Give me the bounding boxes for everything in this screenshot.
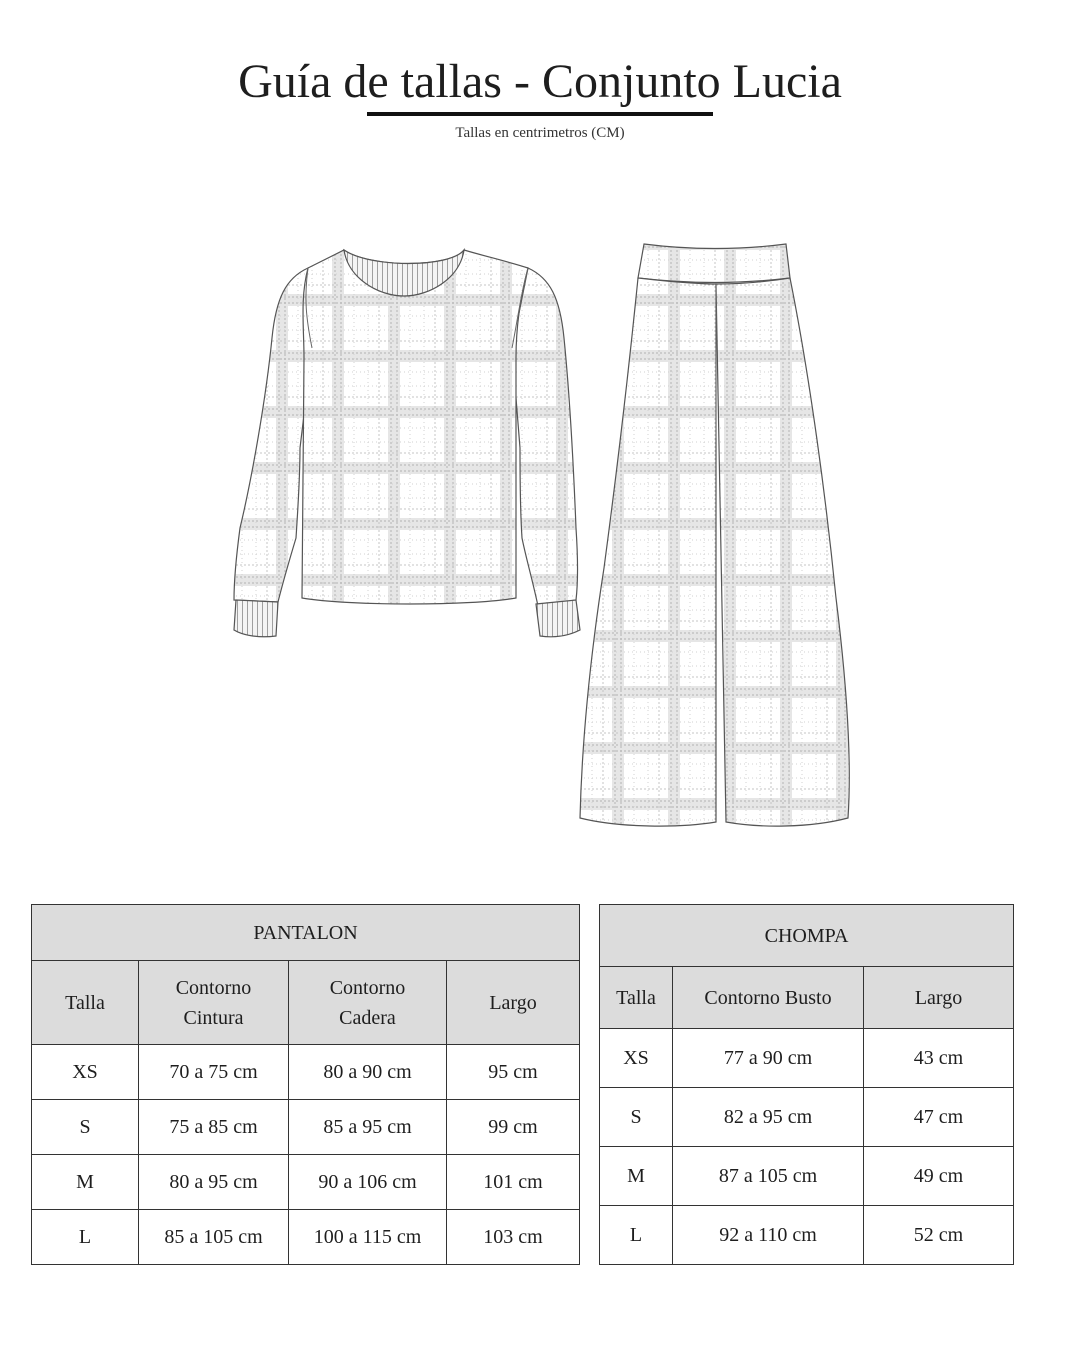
- pantalon-header-contorno-cadera: Contorno Cadera: [289, 961, 447, 1045]
- chompa-cell: 92 a 110 cm: [673, 1206, 864, 1265]
- pants-right-leg: [716, 278, 849, 826]
- title-underline: [367, 112, 713, 116]
- chompa-cell: 82 a 95 cm: [673, 1088, 864, 1147]
- pantalon-header-largo: Largo: [447, 961, 580, 1045]
- chompa-header-largo: Largo: [864, 967, 1014, 1029]
- chompa-cell: 49 cm: [864, 1147, 1014, 1206]
- chompa-cell: 87 a 105 cm: [673, 1147, 864, 1206]
- pantalon-cell: 85 a 95 cm: [289, 1100, 447, 1155]
- pants-waistband: [638, 244, 790, 283]
- sweater-body: [302, 250, 528, 604]
- chompa-cell: S: [600, 1088, 673, 1147]
- chompa-cell: 52 cm: [864, 1206, 1014, 1265]
- pantalon-cell: 95 cm: [447, 1045, 580, 1100]
- pantalon-cell: 90 a 106 cm: [289, 1155, 447, 1210]
- pantalon-cell: 99 cm: [447, 1100, 580, 1155]
- pantalon-size-table: [31, 904, 580, 1265]
- pantalon-cell: 101 cm: [447, 1155, 580, 1210]
- sweater-right-cuff: [536, 600, 580, 637]
- pantalon-header-talla: Talla: [32, 961, 139, 1045]
- sweater-right-sleeve: [512, 268, 578, 606]
- pantalon-table-title: PANTALON: [32, 905, 580, 961]
- sweater-illustration: [234, 250, 580, 637]
- chompa-size-table: [599, 904, 1014, 1265]
- pantalon-cell: 85 a 105 cm: [139, 1210, 289, 1265]
- sweater-left-sleeve: [234, 268, 312, 602]
- chompa-header-talla: Talla: [600, 967, 673, 1029]
- pantalon-header-contorno-cintura: Contorno Cintura: [139, 961, 289, 1045]
- page-subtitle: Tallas en centrimetros (CM): [455, 125, 625, 141]
- pantalon-cell: S: [32, 1100, 139, 1155]
- chompa-cell: L: [600, 1206, 673, 1265]
- table-row: [600, 1088, 1014, 1147]
- chompa-cell: 47 cm: [864, 1088, 1014, 1147]
- chompa-table-title: CHOMPA: [600, 905, 1014, 967]
- pantalon-cell: 100 a 115 cm: [289, 1210, 447, 1265]
- pantalon-cell: 70 a 75 cm: [139, 1045, 289, 1100]
- chompa-cell: XS: [600, 1029, 673, 1088]
- table-row: [600, 1147, 1014, 1206]
- pantalon-cell: XS: [32, 1045, 139, 1100]
- sweater-left-cuff: [234, 600, 278, 637]
- table-row: [600, 1029, 1014, 1088]
- table-row: [32, 1100, 580, 1155]
- page-title: Guía de tallas - Conjunto Lucia: [238, 55, 842, 108]
- pants-left-leg: [580, 278, 716, 826]
- table-row: [32, 1210, 580, 1265]
- pantalon-cell: L: [32, 1210, 139, 1265]
- chompa-cell: 43 cm: [864, 1029, 1014, 1088]
- table-row: [32, 1155, 580, 1210]
- pantalon-cell: 75 a 85 cm: [139, 1100, 289, 1155]
- pantalon-cell: 80 a 90 cm: [289, 1045, 447, 1100]
- table-row: [600, 1206, 1014, 1265]
- garment-illustrations: [220, 238, 860, 830]
- chompa-cell: 77 a 90 cm: [673, 1029, 864, 1088]
- chompa-cell: M: [600, 1147, 673, 1206]
- table-row: [32, 1045, 580, 1100]
- pantalon-cell: M: [32, 1155, 139, 1210]
- pantalon-cell: 103 cm: [447, 1210, 580, 1265]
- pants-illustration: [580, 244, 849, 826]
- pantalon-cell: 80 a 95 cm: [139, 1155, 289, 1210]
- chompa-header-contorno-busto: Contorno Busto: [673, 967, 864, 1029]
